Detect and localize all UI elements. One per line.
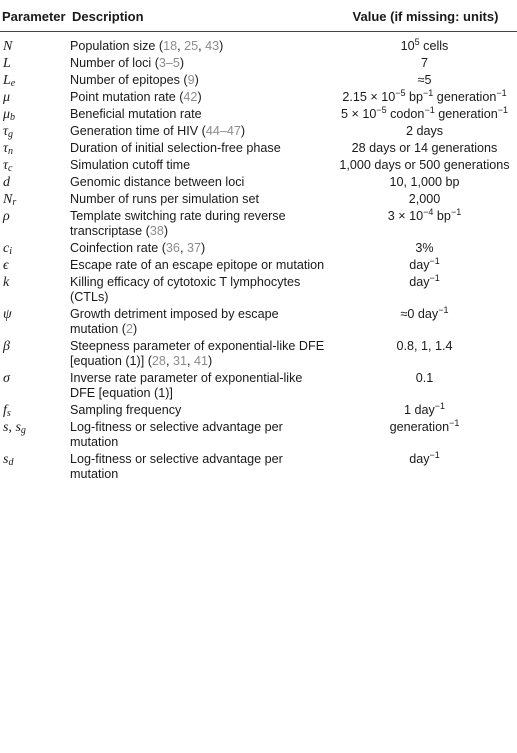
symbol-text: N	[3, 192, 13, 207]
symbol-text: s	[3, 452, 9, 467]
symbol-subscript: g	[20, 425, 26, 436]
table-row	[0, 371, 517, 403]
parameter-symbol	[0, 275, 70, 307]
value-text: 28 days or 14 generations	[351, 141, 498, 155]
symbol-text: ϵ	[3, 258, 9, 273]
symbol-subscript: b	[10, 112, 16, 123]
reference-link: 3–5	[158, 56, 180, 70]
reference-link: 31	[172, 354, 187, 368]
table-row	[0, 90, 517, 107]
table-row	[0, 73, 517, 90]
parameter-description	[70, 420, 332, 452]
symbol-text: ψ	[3, 307, 12, 322]
description-text: Inverse rate parameter of exponential-like DFE [equation (1)]	[70, 371, 303, 400]
description-text: Coinfection rate	[70, 241, 159, 255]
reference-link: 2	[126, 322, 134, 336]
table-row	[0, 420, 517, 452]
reference-link: 44–47	[205, 124, 241, 138]
header-row	[0, 0, 517, 32]
parameter-value	[332, 124, 517, 141]
header-parameter: Parameter	[0, 0, 70, 32]
parameter-description: Growth detriment imposed by escape mutation (2)	[70, 307, 279, 336]
value-text: 1 day	[403, 403, 435, 417]
parameter-value	[332, 56, 517, 73]
description-text: Number of loci	[70, 56, 152, 70]
value-text: 2,000	[408, 192, 441, 206]
parameter-value	[332, 275, 517, 307]
reference-link: 41	[193, 354, 208, 368]
parameter-description	[70, 175, 332, 192]
value-text: 3%	[415, 241, 434, 255]
table-row	[0, 158, 517, 175]
header-value: Value (if missing: units)	[332, 0, 517, 32]
parameter-value	[332, 158, 517, 175]
value-exponent: −1	[429, 450, 440, 460]
value-exponent: 5	[414, 37, 420, 47]
parameter-symbol	[0, 307, 70, 339]
symbol-text: f	[3, 403, 7, 418]
parameter-symbol	[0, 192, 70, 209]
description-text: Simulation cutoff time	[70, 158, 191, 172]
parameter-description	[70, 158, 332, 175]
value-unit: bp	[405, 90, 424, 104]
table-row	[0, 107, 517, 124]
value-text: 10, 1,000 bp	[389, 175, 460, 189]
symbol-subscript: i	[9, 246, 12, 257]
parameter-symbol	[0, 141, 70, 158]
symbol-subscript: n	[8, 146, 14, 157]
description-text: Killing efficacy of cytotoxic T lymphocytes (CTLs)	[70, 275, 301, 304]
reference-link: 43	[205, 39, 220, 53]
description-text: Point mutation rate	[70, 90, 176, 104]
value-text: 5 × 10	[340, 107, 377, 121]
parameter-value	[332, 107, 517, 124]
parameter-symbol	[0, 258, 70, 275]
value-unit: codon	[386, 107, 425, 121]
value-text: 2.15 × 10	[342, 90, 396, 104]
symbol-subscript: c	[8, 163, 13, 174]
symbol-text: μ	[3, 107, 11, 122]
parameter-description	[70, 452, 332, 484]
value-text: ≈5	[417, 73, 432, 87]
value-exponent: −1	[429, 273, 440, 283]
reference-link: 25	[184, 39, 199, 53]
table-row	[0, 339, 517, 371]
value-unit: bp	[433, 209, 451, 223]
symbol-text: N	[3, 39, 13, 54]
parameter-description: Coinfection rate (36, 37)	[70, 241, 206, 255]
parameter-description	[70, 275, 332, 307]
value-text: 0.1	[415, 371, 434, 385]
symbol-subscript: e	[10, 78, 16, 89]
parameter-description: Steepness parameter of exponential-like DFE [equation (1)] (28, 31, 41)	[70, 339, 325, 368]
parameter-symbol	[0, 107, 70, 124]
parameter-symbol	[0, 158, 70, 175]
symbol-text: τ	[3, 141, 9, 156]
parameter-description	[70, 192, 332, 209]
description-text: Log-fitness or selective advantage per mutation	[70, 420, 283, 449]
symbol-subscript: s	[6, 408, 11, 419]
parameter-symbol	[0, 209, 70, 241]
value-exponent: −1	[429, 256, 440, 266]
table-row	[0, 403, 517, 420]
symbol-text: c	[3, 241, 10, 256]
description-text: Growth detriment imposed by escape mutation	[70, 307, 279, 336]
description-text: Log-fitness or selective advantage per mutation	[70, 452, 283, 481]
description-text: Sampling frequency	[70, 403, 182, 417]
table-row	[0, 175, 517, 192]
table-header	[0, 0, 517, 32]
symbol-text: d	[3, 175, 10, 190]
table-row	[0, 452, 517, 484]
value-exponent: −5	[395, 88, 406, 98]
symbol-subscript: d	[8, 457, 14, 468]
parameter-symbol	[0, 32, 70, 57]
parameter-value	[332, 420, 517, 452]
parameter-symbol	[0, 339, 70, 371]
parameter-symbol	[0, 56, 70, 73]
parameter-symbol	[0, 403, 70, 420]
value-exponent: −1	[496, 88, 507, 98]
value-text: 2 days	[405, 124, 444, 138]
parameter-value	[332, 209, 517, 241]
value-text: ≈0 day	[400, 307, 439, 321]
value-exponent: −1	[438, 305, 449, 315]
symbol-text: μ	[3, 90, 11, 105]
parameter-symbol	[0, 175, 70, 192]
reference-link: 38	[149, 224, 164, 238]
parameter-value	[332, 175, 517, 192]
parameter-value	[332, 258, 517, 275]
symbol-text: σ	[3, 371, 10, 386]
reference-link: 28	[151, 354, 166, 368]
description-text: Beneficial mutation rate	[70, 107, 202, 121]
value-unit: generation	[433, 90, 497, 104]
description-text: Template switching rate during reverse transcriptase	[70, 209, 286, 238]
description-text: Genomic distance between loci	[70, 175, 245, 189]
value-exponent: −1	[424, 105, 435, 115]
parameter-description: Point mutation rate (42)	[70, 90, 202, 104]
value-exponent: −1	[449, 418, 460, 428]
parameter-description	[70, 371, 332, 403]
header-description: Description	[70, 0, 332, 32]
value-text: generation	[389, 420, 450, 434]
description-text: Steepness parameter of exponential-like DFE [equation (1)]	[70, 339, 325, 368]
symbol-text: β	[3, 339, 10, 354]
description-text: Generation time of HIV	[70, 124, 199, 138]
parameter-description: Population size (18, 25, 43)	[70, 39, 224, 53]
value-exponent: −1	[434, 401, 446, 411]
description-text: Population size	[70, 39, 156, 53]
table-row	[0, 209, 517, 241]
value-exponent: −1	[497, 105, 508, 115]
value-unit: cells	[419, 39, 449, 53]
symbol-text: ρ	[3, 209, 10, 224]
symbol-text: L	[3, 73, 11, 88]
table-body	[0, 32, 517, 485]
parameter-description: Generation time of HIV (44–47)	[70, 124, 246, 138]
parameter-description: Number of epitopes (9)	[70, 73, 199, 87]
symbol-text: L	[3, 56, 11, 71]
value-text: 10	[400, 39, 415, 53]
parameter-value	[332, 371, 517, 403]
parameter-value	[332, 307, 517, 339]
description-text: Duration of initial selection-free phase	[70, 141, 281, 155]
parameter-description	[70, 258, 332, 275]
value-unit: generation	[434, 107, 498, 121]
parameter-symbol	[0, 452, 70, 484]
symbol-subscript: r	[12, 197, 17, 208]
table-row	[0, 275, 517, 307]
table-row	[0, 56, 517, 73]
parameter-description	[70, 141, 332, 158]
symbol-text: τ	[3, 158, 9, 173]
parameter-description: Template switching rate during reverse transcriptase (38)	[70, 209, 286, 238]
parameter-value	[332, 241, 517, 258]
table-row	[0, 124, 517, 141]
value-text: 1,000 days or 500 generations	[339, 158, 510, 172]
reference-link: 37	[186, 241, 201, 255]
symbol-text: τ	[3, 124, 9, 139]
value-text: day	[409, 452, 430, 466]
parameter-value	[332, 452, 517, 484]
value-exponent: −1	[423, 88, 434, 98]
parameter-description: Number of loci (3–5)	[70, 56, 185, 70]
description-text: Number of epitopes	[70, 73, 180, 87]
value-text: day	[409, 258, 430, 272]
table-row	[0, 192, 517, 209]
parameter-value	[332, 32, 517, 57]
value-text: 0.8, 1, 1.4	[396, 339, 453, 353]
symbol-subscript: g	[8, 129, 14, 140]
table-row	[0, 141, 517, 158]
symbol-text: s, s	[3, 420, 21, 435]
value-text: 3 × 10	[387, 209, 424, 223]
parameter-description	[70, 107, 332, 124]
reference-link: 18	[163, 39, 178, 53]
parameter-value	[332, 403, 517, 420]
reference-link: 9	[187, 73, 195, 87]
table-row	[0, 32, 517, 57]
parameter-symbol	[0, 241, 70, 258]
parameter-symbol	[0, 420, 70, 452]
parameter-symbol	[0, 371, 70, 403]
value-text: day	[409, 275, 430, 289]
table-row	[0, 307, 517, 339]
parameter-symbol	[0, 73, 70, 90]
parameter-symbol	[0, 90, 70, 107]
symbol-text: k	[3, 275, 10, 290]
parameter-symbol	[0, 124, 70, 141]
value-exponent: −4	[423, 207, 434, 217]
value-exponent: −1	[450, 207, 462, 217]
parameter-value	[332, 141, 517, 158]
parameter-value	[332, 339, 517, 371]
parameter-description	[70, 403, 332, 420]
reference-link: 36	[165, 241, 180, 255]
reference-link: 42	[183, 90, 198, 104]
description-text: Number of runs per simulation set	[70, 192, 259, 206]
value-exponent: −5	[376, 105, 387, 115]
description-text: Escape rate of an escape epitope or mutation	[70, 258, 325, 272]
value-text: 7	[420, 56, 428, 70]
